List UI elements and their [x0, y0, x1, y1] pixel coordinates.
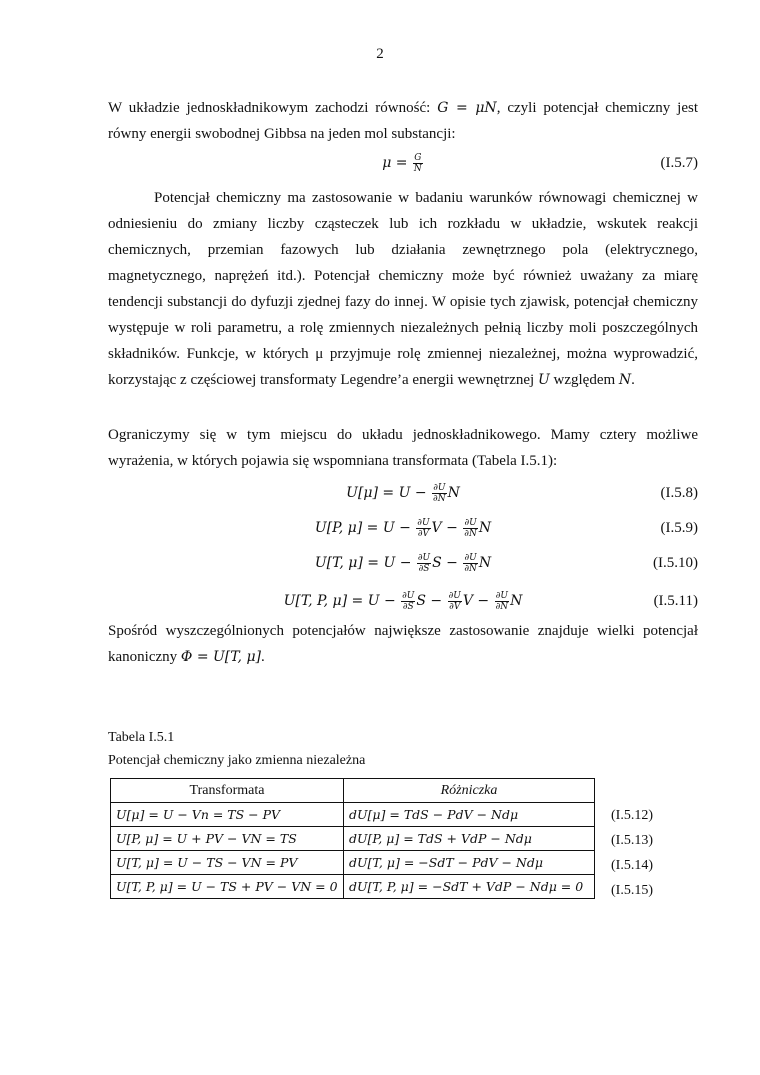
- table-row: [111, 803, 595, 827]
- fraction-numerator: ∂U: [495, 590, 509, 601]
- eq-lhs: U[T, P, μ] = U −: [283, 593, 401, 609]
- eq-tail: N: [510, 593, 523, 609]
- transform-cell: U[P, μ] = U + PV − VN = TS: [111, 827, 344, 851]
- eq-lhs: μ =: [382, 155, 412, 171]
- equation-label-I-5-12: (I.5.12): [611, 808, 653, 823]
- cp-text-c: .: [631, 372, 635, 388]
- transform-cell: U[T, P, μ] = U − TS + PV − VN = 0: [111, 875, 344, 899]
- equation-I-5-11: [108, 586, 698, 616]
- fraction-numerator: ∂U: [433, 482, 446, 493]
- eq-lhs: U[T, μ] = U −: [314, 555, 416, 571]
- cp-text-b: względem: [549, 372, 619, 388]
- equation-label: (I.5.9): [660, 520, 698, 536]
- fraction: [417, 553, 431, 574]
- header-transformata: Transformata: [111, 779, 344, 803]
- fraction-denominator: ∂S: [402, 601, 414, 612]
- transform-cell: U[T, μ] = U − TS − VN = PV: [111, 851, 344, 875]
- eq-mid: S −: [416, 593, 447, 609]
- table-row: [111, 875, 595, 899]
- eq-tail: N: [478, 520, 492, 536]
- fraction-denominator: ∂V: [417, 528, 429, 539]
- table-header-row: [111, 779, 595, 803]
- differential-cell: dU[T, P, μ] = −SdT + VdP − Ndμ = 0: [344, 875, 595, 899]
- equation-label-I-5-15: (I.5.15): [611, 883, 653, 898]
- transform-table: [110, 778, 595, 899]
- fraction-numerator: ∂U: [417, 517, 430, 528]
- header-rozniczka: Różniczka: [344, 779, 595, 803]
- table-subtitle: Potencjał chemiczny jako zmienna niezależna: [108, 753, 366, 768]
- fraction-denominator: ∂N: [433, 493, 446, 504]
- intro-text-a: W układzie jednoskładnikowym zachodzi równość:: [108, 100, 438, 116]
- equation-label: (I.5.7): [660, 155, 698, 171]
- equation-label: (I.5.10): [653, 555, 698, 571]
- grand-text-b: .: [261, 649, 265, 665]
- equation-label-I-5-13: (I.5.13): [611, 833, 653, 848]
- fraction-numerator: ∂U: [464, 517, 477, 528]
- fraction: [463, 553, 478, 574]
- fraction-denominator: ∂N: [464, 528, 477, 539]
- fraction: [413, 153, 423, 174]
- table-caption: Tabela I.5.1: [108, 730, 175, 745]
- equation-label: (I.5.8): [660, 485, 698, 501]
- eq-tail: N: [478, 555, 492, 571]
- fraction-denominator: ∂N: [464, 563, 477, 574]
- eq-mid: S −: [432, 555, 463, 571]
- paragraph-single-component: Ograniczymy się w tym miejscu do układu jednoskładnikowego. Mamy cztery możliwe wyrażenia, w których pojawia się wspomniana transformata (Tabela I.5.1):: [108, 427, 698, 469]
- equation-label: (I.5.11): [653, 593, 698, 609]
- fraction-numerator: ∂U: [448, 590, 461, 601]
- grand-potential-math: Φ = U[T, μ]: [180, 649, 262, 665]
- math-u: U: [537, 372, 550, 388]
- paragraph-chemical-potential: [108, 185, 698, 393]
- table-row: [111, 851, 595, 875]
- differential-cell: dU[P, μ] = TdS + VdP − Ndμ: [344, 827, 595, 851]
- equation-I-5-9: [108, 513, 698, 543]
- differential-cell: dU[T, μ] = −SdT − PdV − Ndμ: [344, 851, 595, 875]
- eq-mid: V −: [431, 520, 463, 536]
- fraction-numerator: ∂U: [417, 552, 431, 563]
- eq-lhs: U[μ] = U −: [346, 485, 432, 501]
- differential-cell: dU[μ] = TdS − PdV − Ndμ: [344, 803, 595, 827]
- fraction-numerator: ∂U: [402, 590, 415, 601]
- fraction-denominator: N: [413, 163, 422, 174]
- transform-cell: U[μ] = U − Vn = TS − PV: [111, 803, 344, 827]
- fraction-numerator: ∂U: [464, 552, 477, 563]
- eq-lhs: U[P, μ] = U −: [314, 520, 416, 536]
- gibbs-relation-math: G = μN: [437, 100, 497, 116]
- fraction: [448, 591, 462, 612]
- cp-text-a: Potencjał chemiczny ma zastosowanie w badaniu warunków równowagi chemicznej w odniesieniu do zmiany liczby cząsteczek lub ich rozkładu w układzie, wskutek reakcji chemicznych, przemian fazowych lub działania zewnętrznego pola (elektrycznego, magnetycznego, naprężeń itd.). Potencjał chemiczny może być również uważany za miarę tendencji substancji do dyfuzji zjednej fazy do innej. W opisie tych zjawisk, potencjał chemiczny występuje w roli parametru, a rolę zmiennych niezależnych pełnią liczby moli poszczególnych składników. Funkcje, w których μ przyjmuje rolę zmiennej niezależnej, można wyprowadzić, korzystając z częściowej transformaty Legendre’a energii wewnętrznej: [108, 190, 698, 388]
- equation-label-I-5-14: (I.5.14): [611, 858, 653, 873]
- equation-I-5-7: [108, 148, 698, 178]
- equation-I-5-10: [108, 548, 698, 578]
- eq-mid: V −: [462, 593, 494, 609]
- intro-text-b: , czyli potencjał chemiczny jest równy energii swobodnej Gibbsa na jeden mol substancji:: [108, 100, 699, 142]
- fraction: [432, 483, 447, 504]
- equation-I-5-8: [108, 478, 698, 508]
- page-number: 2: [376, 46, 384, 62]
- fraction: [463, 518, 478, 539]
- eq-tail: N: [447, 485, 460, 501]
- grand-text-a: Spośród wyszczególnionych potencjałów największe zastosowanie znajduje wielki potencjał kanoniczny: [108, 623, 698, 665]
- table-row: [111, 827, 595, 851]
- paragraph-intro: [108, 95, 698, 147]
- fraction: [401, 591, 415, 612]
- paragraph-grand-potential: [108, 618, 698, 670]
- fraction-denominator: ∂S: [418, 563, 430, 574]
- fraction-denominator: ∂N: [495, 601, 509, 612]
- math-n: N: [618, 372, 632, 388]
- fraction: [416, 518, 430, 539]
- fraction-denominator: ∂V: [449, 601, 461, 612]
- fraction-numerator: G: [414, 152, 422, 163]
- fraction: [495, 591, 510, 612]
